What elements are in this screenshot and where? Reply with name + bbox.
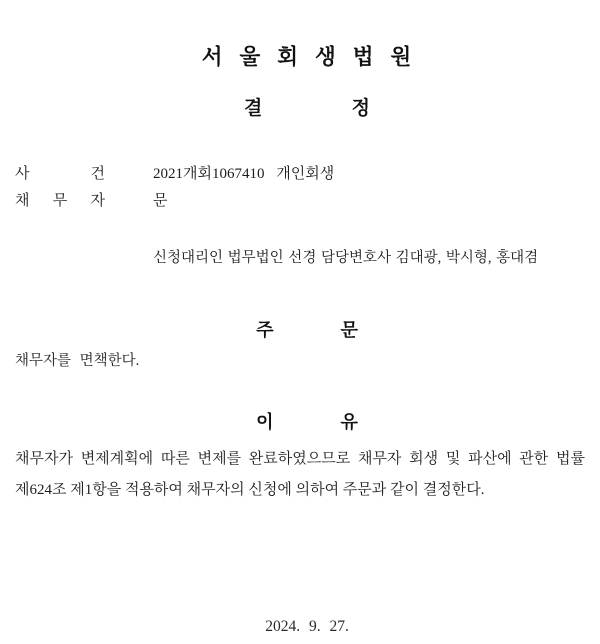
attorney-line: 신청대리인 법무법인 선경 담당변호사 김대광, 박시형, 홍대겸 [153,250,539,266]
debtor-label: 채 무 자 [15,193,105,209]
order-text: 채무자를 면책한다. [15,353,140,369]
debtor-row [15,188,585,215]
reason-section-heading: 이 유 [256,412,358,432]
court-name-title: 서 울 회 생 법 원 [201,45,413,69]
debtor-value: 문 [153,193,168,209]
reason-line-1: 채무자가 변제계획에 따른 변제를 완료하였으므로 채무자 회생 및 파산에 관한 법률 [15,451,585,467]
reason-paragraph [0,444,600,506]
case-number-row [15,161,585,188]
case-number-value: 2021개회1067410 개인회생 [153,166,335,182]
order-section-heading: 주 문 [256,320,358,340]
reason-line-2: 제624조 제1항을 적용하여 채무자의 신청에 의하여 주문과 같이 결정한다. [15,482,485,498]
document-title: 결 정 [244,98,370,119]
decision-date: 2024. 9. 27. [265,618,349,635]
case-info-section [0,161,600,215]
case-number-label: 사 건 [15,166,105,182]
